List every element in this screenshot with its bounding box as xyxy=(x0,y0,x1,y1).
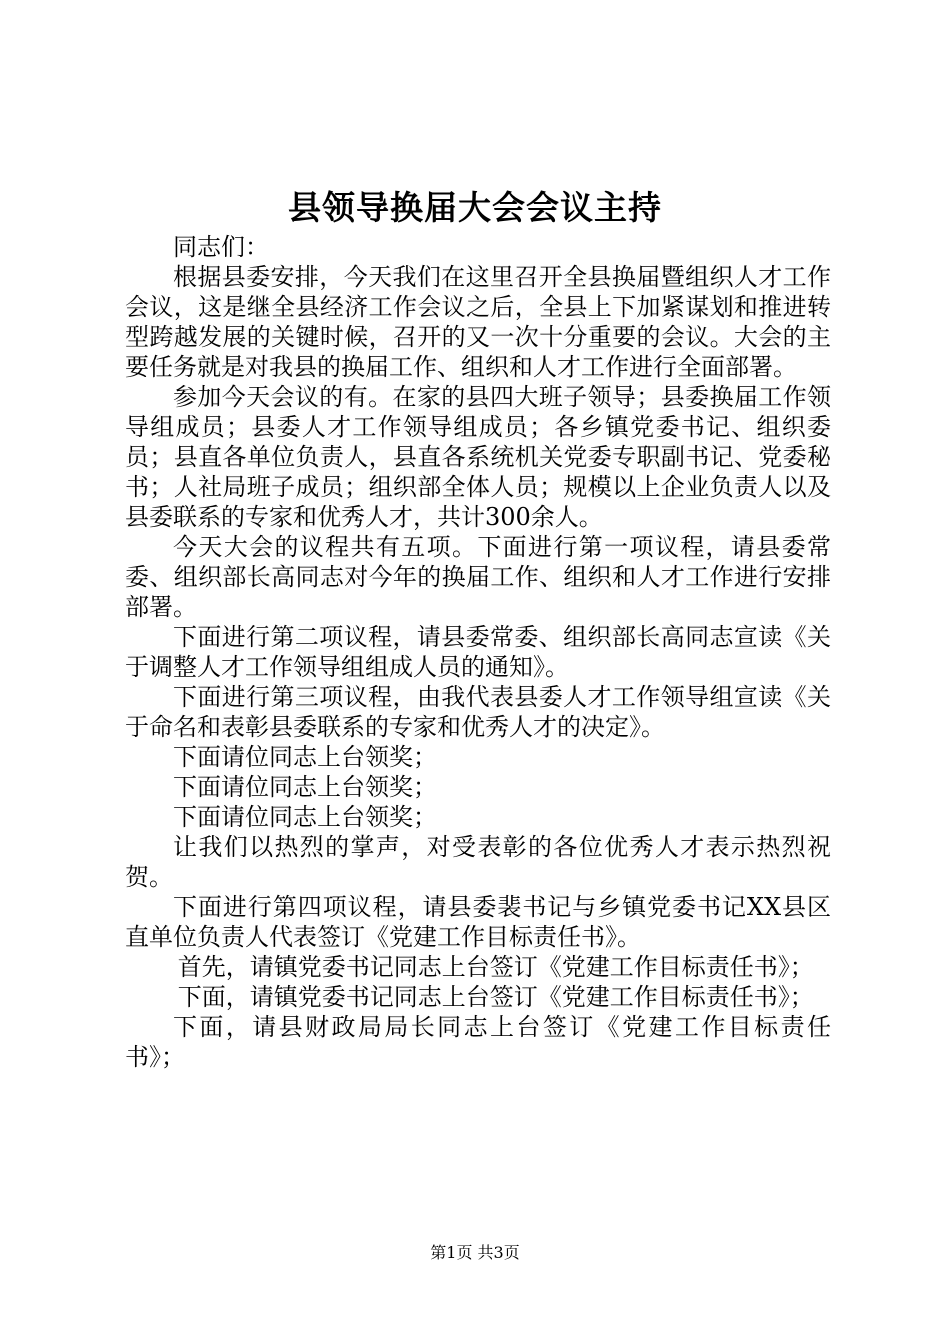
paragraph: 首先，请镇党委书记同志上台签订《党建工作目标责任书》； xyxy=(177,953,814,981)
paragraph: 下面，请县财政局局长同志上台签订《党建工作目标责任书》； xyxy=(125,1013,831,1071)
paragraph: 下面请位同志上台领奖； xyxy=(173,803,437,831)
paragraph: 下面请位同志上台领奖； xyxy=(173,743,437,771)
paragraph: 下面进行第三项议程，由我代表县委人才工作领导组宣读《关于命名和表彰县委联系的专家和优秀人才的决定》。 xyxy=(125,683,831,741)
document-body xyxy=(125,232,831,1072)
document-title: 县领导换届大会会议主持 xyxy=(288,188,662,227)
page-footer: 第1页 共3页 xyxy=(430,1243,520,1262)
paragraph: 下面请位同志上台领奖； xyxy=(173,773,437,801)
paragraph: 参加今天会议的有。在家的县四大班子领导；县委换届工作领导组成员；县委人才工作领导组成员；各乡镇党委书记、组织委员；县直各单位负责人，县直各系统机关党委专职副书记、党委秘书；人社局班子成员；组织部全体人员；规模以上企业负责人以及县委联系的专家和优秀人才，共计300余人。 xyxy=(125,383,831,531)
paragraph: 根据县委安排，今天我们在这里召开全县换届暨组织人才工作会议，这是继全县经济工作会议之后，全县上下加紧谋划和推进转型跨越发展的关键时候，召开的又一次十分重要的会议。大会的主要任务就是对我县的换届工作、组织和人才工作进行全面部署。 xyxy=(125,263,831,381)
paragraph: 今天大会的议程共有五项。下面进行第一项议程，请县委常委、组织部长高同志对今年的换届工作、组织和人才工作进行安排部署。 xyxy=(125,533,831,621)
paragraph: 让我们以热烈的掌声，对受表彰的各位优秀人才表示热烈祝贺。 xyxy=(125,833,831,891)
paragraph: 下面进行第二项议程，请县委常委、组织部长高同志宣读《关于调整人才工作领导组组成人员的通知》。 xyxy=(125,623,831,681)
paragraph: 下面，请镇党委书记同志上台签订《党建工作目标责任书》； xyxy=(177,983,814,1011)
paragraph-greeting: 同志们： xyxy=(173,233,269,261)
paragraph: 下面进行第四项议程，请县委裴书记与乡镇党委书记XX县区直单位负责人代表签订《党建工作目标责任书》。 xyxy=(125,893,831,951)
